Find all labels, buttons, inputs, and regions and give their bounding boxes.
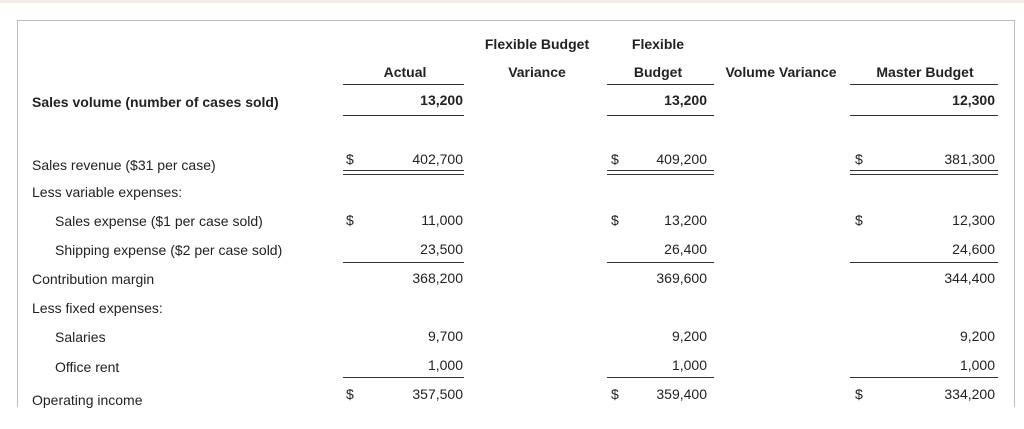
sales-volume-master: 12,300 xyxy=(952,92,995,108)
shipping-expense-actual: 23,500 xyxy=(420,241,463,257)
contribution-margin-flex: 369,600 xyxy=(656,270,707,286)
sales-expense-flex: 13,200 xyxy=(664,212,707,228)
top-accent-bar xyxy=(0,0,1024,3)
header-actual: Actual xyxy=(383,64,427,80)
operating-income-flex-currency: $ xyxy=(611,386,619,402)
sales-volume-rule-flex xyxy=(607,115,714,116)
contribution-margin-label: Contribution margin xyxy=(32,271,155,287)
sales-volume-rule-master xyxy=(850,115,998,116)
revenue-master: 381,300 xyxy=(944,151,995,167)
sales-expense-flex-currency: $ xyxy=(611,212,619,228)
sales-volume-rule-actual xyxy=(343,115,464,116)
fixed-subtotal-rule-flex xyxy=(607,377,714,378)
salaries-label: Salaries xyxy=(55,329,106,345)
sales-expense-actual: 11,000 xyxy=(421,212,463,228)
office-rent-actual: 1,000 xyxy=(427,357,463,373)
revenue-flex: 409,200 xyxy=(656,151,707,167)
fixed-subtotal-rule-master xyxy=(850,377,998,378)
header-rule-actual xyxy=(343,84,464,85)
shipping-expense-flex: 26,400 xyxy=(664,241,707,257)
sales-expense-actual-currency: $ xyxy=(346,212,354,228)
header-master-budget: Master Budget xyxy=(876,64,974,80)
sales-expense-master: 12,300 xyxy=(952,212,995,228)
operating-income-actual: 357,500 xyxy=(412,386,463,402)
header-flexible-budget-line1: Flexible xyxy=(631,36,685,52)
contribution-margin-actual: 368,200 xyxy=(412,270,463,286)
office-rent-label: Office rent xyxy=(55,359,120,375)
header-flexible-budget-variance-line1: Flexible Budget xyxy=(484,36,590,52)
salaries-actual: 9,700 xyxy=(427,328,463,344)
variable-subtotal-rule-actual xyxy=(343,262,464,263)
less-fixed-label: Less fixed expenses: xyxy=(32,300,163,316)
less-variable-label: Less variable expenses: xyxy=(32,184,183,200)
sales-volume-label: Sales volume (number of cases sold) xyxy=(32,94,279,110)
sales-expense-label: Sales expense ($1 per case sold) xyxy=(55,213,263,229)
operating-income-label: Operating income xyxy=(32,392,143,408)
office-rent-master: 1,000 xyxy=(959,357,995,373)
sales-expense-master-currency: $ xyxy=(855,212,863,228)
header-volume-variance: Volume Variance xyxy=(725,64,837,80)
variable-subtotal-rule-master xyxy=(850,262,998,263)
operating-income-master-currency: $ xyxy=(855,386,863,402)
operating-income-flex: 359,400 xyxy=(656,386,707,402)
variable-subtotal-rule-flex xyxy=(607,262,714,263)
salaries-flex: 9,200 xyxy=(671,328,707,344)
header-flexible-budget-variance-line2: Variance xyxy=(508,64,566,80)
salaries-master: 9,200 xyxy=(959,328,995,344)
revenue-actual-currency: $ xyxy=(346,151,354,167)
revenue-master-currency: $ xyxy=(855,151,863,167)
shipping-expense-master: 24,600 xyxy=(952,241,995,257)
revenue-double-rule-flex xyxy=(607,170,714,175)
revenue-double-rule-master xyxy=(850,170,998,175)
shipping-expense-label: Shipping expense ($2 per case sold) xyxy=(55,242,283,258)
office-rent-flex: 1,000 xyxy=(671,357,707,373)
fixed-subtotal-rule-actual xyxy=(343,377,464,378)
revenue-flex-currency: $ xyxy=(611,151,619,167)
header-rule-flex xyxy=(607,84,714,85)
operating-income-actual-currency: $ xyxy=(346,386,354,402)
revenue-label: Sales revenue ($31 per case) xyxy=(32,157,216,173)
revenue-double-rule-actual xyxy=(343,170,464,175)
header-rule-master xyxy=(850,84,998,85)
sales-volume-flex: 13,200 xyxy=(664,92,707,108)
revenue-actual: 402,700 xyxy=(412,151,463,167)
operating-income-master: 334,200 xyxy=(944,386,995,402)
contribution-margin-master: 344,400 xyxy=(944,270,995,286)
sales-volume-actual: 13,200 xyxy=(420,92,463,108)
header-flexible-budget-line2: Budget xyxy=(633,64,683,80)
